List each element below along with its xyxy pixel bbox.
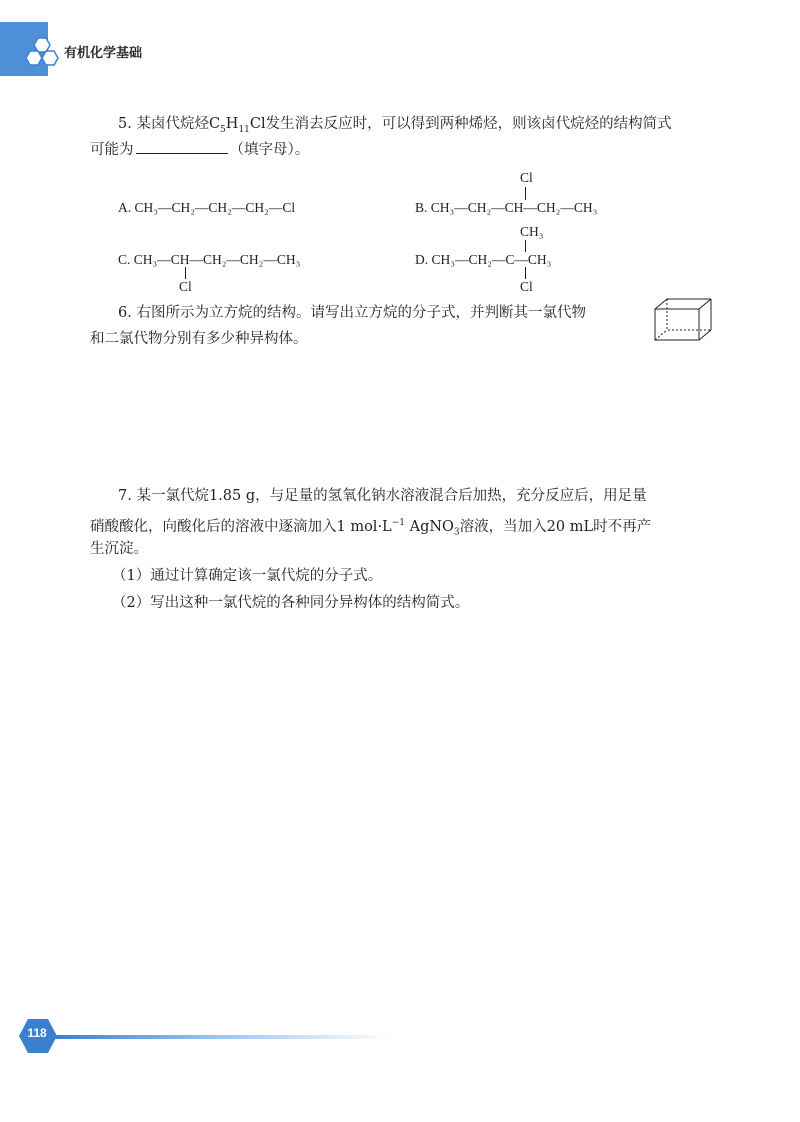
cubane-cube-icon [652,296,714,342]
q5-option-d: D. CH₃—CH₂—C—CH₃ [415,252,552,267]
q5-option-b-bond [525,187,526,200]
q5-option-b-cl: Cl [520,170,533,185]
page-number: 118 [27,1026,47,1040]
q7-subquestion-1: （1）通过计算确定该一氯代烷的分子式。 [112,568,383,584]
q5-option-c-bond [185,267,186,279]
footer-rule [52,1035,392,1039]
q5-line1: 5. 某卤代烷烃$C_5H_{11}Cl$发生消去反应时，可以得到两种烯烃，则该卤代烷烃的结构简式 [118,116,672,135]
q6-line1: 6. 右图所示为立方烷的结构。请写出立方烷的分子式，并判断其一氯代物 [118,305,586,321]
q5-option-c: C. CH₃—CH—CH₂—CH₂—CH₃ [118,252,301,267]
q5-option-c-cl: Cl [179,279,192,294]
q7-line3: 生沉淀。 [90,541,148,557]
q5-option-b: B. CH₃—CH₂—CH—CH₂—CH₃ [415,200,598,215]
q5-option-d-bond-bottom [525,267,526,279]
q5-option-d-bond-top [525,240,526,252]
q7-line1: 7. 某一氯代烷1.85 g，与足量的氢氧化钠水溶液混合后加热，充分反应后，用足量 [118,488,647,504]
hexagon-logo-icon [26,36,66,76]
q5-option-d-cl: Cl [520,279,533,294]
q5-option-a: A. CH₃—CH₂—CH₂—CH₂—Cl [118,200,296,215]
q7-subquestion-2: （2）写出这种一氯代烷的各种同分异构体的结构简式。 [112,595,470,611]
answer-blank[interactable] [136,139,228,154]
header-title: 有机化学基础 [64,46,143,61]
q5-line2: 可能为 （填字母）。 [90,137,309,163]
q7-line2: 硝酸酸化，向酸化后的溶液中逐滴加入1 $mol\cdot L^{-1}$ AgNO$_3$溶液，当加入20 mL时不再产 [90,518,652,538]
q6-line2: 和二氯代物分别有多少种异构体。 [90,331,308,347]
q5-option-d-ch3: CH₃ [520,224,544,239]
